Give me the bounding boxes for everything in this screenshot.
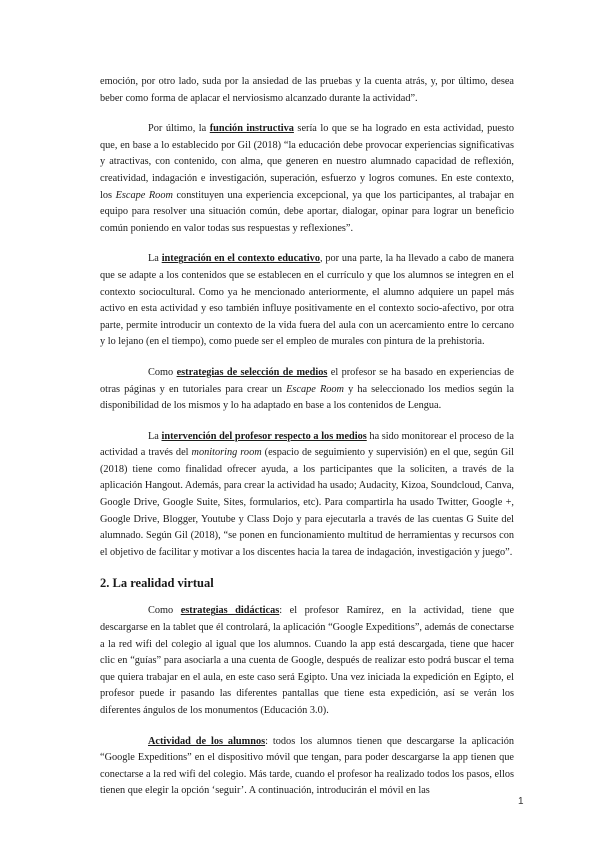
keyword-estrategias-medios: estrategias de selección de medios bbox=[176, 366, 328, 378]
keyword-funcion-instructiva: función instructiva bbox=[209, 123, 294, 135]
paragraph-text: sería lo que se ha logrado en esta actividad, puesto que, en base a lo establecido por Gil (2018) “la educación debe provocar experiencias significativas y atractivas, con contenido, con alma, que generen en nuestro alumnado capacidad de reflexión, creatividad, indagación e investigación, superación, esfuerzo y logros comunes. En este contexto, los bbox=[100, 123, 515, 201]
paragraph-continuation bbox=[100, 74, 514, 107]
paragraph-actividad-alumnos bbox=[100, 734, 514, 800]
paragraph-text: La bbox=[148, 430, 162, 442]
paragraph-estrategias-didacticas bbox=[100, 603, 514, 719]
paragraph-text: Por último, la bbox=[148, 123, 210, 135]
paragraph-text: y ha seleccionado los medios según la disponibilidad de los mismos y lo ha adaptado en base a los contenidos de Lengua. bbox=[100, 383, 514, 412]
paragraph-text: : todos los alumnos tienen que descargarse la aplicación “Google Expeditions” en el dispositivo móvil que tengan, para poder descargarse la app tienen que conectarse a la red wifi del colegio. Más tarde, cuando el profesor ha realizado todos los pasos, ellos tienen que elegir la opción ‘seguir’. A continuación, introducirán el móvil en las bbox=[100, 735, 515, 797]
paragraph-text: : el profesor Ramírez, en la actividad, tiene que descargarse en la tablet que él controlará, la aplicación “Google Expeditions”, además de conectarse a la red wifi del colegio al igual que los alumnos. Cuando la app está descargada, tiene que hacer clic en “guías” para asociarla a una cuenta de Google, después de realizar esto podrá buscar el tema que quiera trabajar en el aula, en este caso será Egipto. Una vez iniciada la expedición en Egipto, el profesor puede ir pasando las diferentes pantallas que tiene esta expedición, así se verán los diferentes ángulos de los monumentos (Educación 3.0). bbox=[100, 605, 515, 716]
page-number: 1 bbox=[518, 796, 524, 807]
paragraph-text: emoción, por otro lado, suda por la ansiedad de las pruebas y la cuenta atrás, y, por último, desea beber como forma de aplacar el nerviosismo alcanzado durante la actividad”. bbox=[100, 76, 514, 104]
body-text bbox=[100, 74, 514, 814]
paragraph-text: Como bbox=[148, 366, 177, 378]
paragraph-text: el profesor se ha basado en experiencias de otras páginas y en tutoriales para crear un bbox=[100, 366, 514, 395]
paragraph-text: ha sido monitorear el proceso de la actividad a través del bbox=[100, 430, 514, 459]
paragraph-intervencion bbox=[100, 429, 514, 562]
paragraph-text: , por una parte, la ha llevado a cabo de manera que se adapte a los contenidos que se establecen en el currículo y que los alumnos se integren en el contexto sociocultural. Como ya he mencionado anteriormente, el alumno adquiere un papel más activo en esta actividad y eso también influye positivamente en el contexto socio-afectivo, por otra parte, permite introducir un contexto de la vida fuera del aula con un acercamiento entre lo cercano y lo lejano (en el tiempo), como puede ser el empleo de murales con pintura de la prehistoria. bbox=[100, 253, 514, 348]
keyword-intervencion: intervención del profesor respecto a los medios bbox=[161, 430, 367, 442]
keyword-actividad-alumnos: Actividad de los alumnos bbox=[148, 735, 266, 747]
paragraph-estrategias-medios bbox=[100, 365, 514, 415]
paragraph-integracion bbox=[100, 251, 514, 351]
section-heading: 2. La realidad virtual bbox=[100, 576, 214, 591]
italic-term: Escape Room bbox=[115, 189, 173, 201]
paragraph-text: La bbox=[148, 253, 162, 265]
paragraph-text: constituyen una experiencia excepcional, ya que los participantes, al trabajar en equipo para resolver una situación común, debe aportar, dialogar, opinar para lograr un beneficio común poniendo en valor todas sus respuestas y reflexiones”. bbox=[100, 189, 515, 234]
paragraph-funcion-instructiva bbox=[100, 121, 514, 237]
paragraph-text: (espacio de seguimiento y supervisión) en el que, según Gil (2018) tiene como finalidad ofrecer ayuda, a los participantes que la soliciten, a través de la aplicación Hangout. Además, para crear la actividad ha usado; Audacity, Kizoa, Soundcloud, Canva, Google Drive, Google Suite, Sites, formularios, etc). Para compartirla ha usado Twitter, Google +, Google Drive, Blogger, Youtube y Class Dojo y para ejecutarla a través de las cuentas G Suite del alumnado. Según Gil (2018), “se ponen en funcionamiento multitud de herramientas y recursos con el objetivo de facilitar y motivar a los discentes hacia la tarea de indagación, investigación y juego”. bbox=[100, 447, 514, 558]
paragraph-text: Como bbox=[148, 605, 181, 617]
keyword-integracion: integración en el contexto educativo bbox=[161, 253, 320, 265]
italic-term: Escape Room bbox=[286, 383, 344, 395]
italic-term: monitoring room bbox=[191, 447, 262, 459]
keyword-estrategias-didacticas: estrategias didácticas bbox=[180, 605, 280, 617]
